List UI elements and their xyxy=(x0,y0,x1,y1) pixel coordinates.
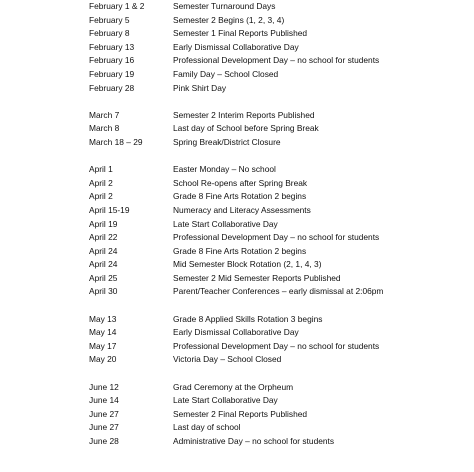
event-description: Grade 8 Applied Skills Rotation 3 begins xyxy=(173,313,323,324)
calendar-row xyxy=(89,218,469,232)
calendar-row xyxy=(89,353,469,367)
calendar-row xyxy=(89,177,469,191)
event-date: April 24 xyxy=(89,259,118,270)
event-date: May 14 xyxy=(89,327,117,338)
event-description: School Re-opens after Spring Break xyxy=(173,177,308,188)
calendar-row xyxy=(89,82,469,96)
event-description: Early Dismissal Collaborative Day xyxy=(173,327,299,338)
event-description: Professional Development Day – no school for students xyxy=(173,55,380,66)
event-date: March 7 xyxy=(89,109,120,120)
calendar-row xyxy=(89,41,469,55)
calendar-row xyxy=(89,109,469,123)
event-description: Late Start Collaborative Day xyxy=(173,218,278,229)
calendar-row xyxy=(89,163,469,177)
event-date: May 20 xyxy=(89,354,117,365)
event-description: Semester Turnaround Days xyxy=(173,1,276,11)
event-description: Victoria Day – School Closed xyxy=(173,354,282,365)
event-date: February 5 xyxy=(89,14,130,25)
event-date: February 1 & 2 xyxy=(89,1,145,11)
event-description: Semester 2 Final Reports Published xyxy=(173,408,308,419)
calendar-row xyxy=(89,231,469,245)
event-date: April 2 xyxy=(89,177,113,188)
event-description: Easter Monday – No school xyxy=(173,164,276,175)
calendar-row xyxy=(89,435,469,449)
calendar-row xyxy=(89,313,469,327)
event-description: Family Day – School Closed xyxy=(173,68,279,79)
event-description: Grad Ceremony at the Orpheum xyxy=(173,381,294,392)
calendar-row xyxy=(89,54,469,68)
calendar-row xyxy=(89,27,469,41)
event-date: March 18 – 29 xyxy=(89,136,143,147)
event-date: June 14 xyxy=(89,395,119,406)
event-description: Professional Development Day – no school for students xyxy=(173,340,380,351)
event-description: Pink Shirt Day xyxy=(173,82,227,93)
event-date: April 30 xyxy=(89,286,118,297)
event-date: February 28 xyxy=(89,82,135,93)
calendar-row xyxy=(89,122,469,136)
event-date: April 19 xyxy=(89,218,118,229)
event-description: Spring Break/District Closure xyxy=(173,136,281,147)
event-date: April 22 xyxy=(89,232,118,243)
calendar-row xyxy=(89,272,469,286)
event-description: Parent/Teacher Conferences – early dismissal at 2:06pm xyxy=(173,286,384,297)
calendar-row xyxy=(89,408,469,422)
calendar-row xyxy=(89,204,469,218)
event-description: Semester 2 Begins (1, 2, 3, 4) xyxy=(173,14,285,25)
event-date: June 27 xyxy=(89,422,119,433)
calendar-row xyxy=(89,326,469,340)
calendar-row xyxy=(89,0,469,14)
calendar-row xyxy=(89,421,469,435)
calendar-row xyxy=(89,245,469,259)
month-group-june xyxy=(89,381,469,449)
event-date: February 19 xyxy=(89,68,135,79)
event-description: Mid Semester Block Rotation (2, 1, 4, 3) xyxy=(173,259,322,270)
event-date: June 27 xyxy=(89,408,119,419)
event-date: May 17 xyxy=(89,340,117,351)
event-description: Grade 8 Fine Arts Rotation 2 begins xyxy=(173,245,307,256)
calendar-row xyxy=(89,258,469,272)
event-date: April 24 xyxy=(89,245,118,256)
event-description: Early Dismissal Collaborative Day xyxy=(173,41,299,52)
calendar-row xyxy=(89,340,469,354)
calendar-row xyxy=(89,14,469,28)
event-description: Grade 8 Fine Arts Rotation 2 begins xyxy=(173,191,307,202)
event-description: Late Start Collaborative Day xyxy=(173,395,278,406)
calendar-row xyxy=(89,394,469,408)
event-date: April 25 xyxy=(89,272,118,283)
event-description: Semester 2 Interim Reports Published xyxy=(173,109,315,120)
event-date: March 8 xyxy=(89,123,120,134)
event-description: Professional Development Day – no school for students xyxy=(173,232,380,243)
calendar-row xyxy=(89,190,469,204)
month-group-april xyxy=(89,163,469,299)
calendar-row xyxy=(89,285,469,299)
event-date: June 28 xyxy=(89,436,119,446)
school-calendar-list xyxy=(89,0,469,449)
event-date: February 8 xyxy=(89,28,130,39)
calendar-row xyxy=(89,136,469,150)
event-description: Administrative Day – no school for students xyxy=(173,436,335,446)
month-group-march xyxy=(89,109,469,150)
event-description: Numeracy and Literacy Assessments xyxy=(173,204,311,215)
month-group-february xyxy=(89,0,469,95)
event-date: May 13 xyxy=(89,313,117,324)
event-description: Last day of school xyxy=(173,422,241,433)
calendar-row xyxy=(89,381,469,395)
event-date: April 15-19 xyxy=(89,204,130,215)
event-description: Semester 1 Final Reports Published xyxy=(173,28,308,39)
event-date: February 16 xyxy=(89,55,135,66)
event-date: June 12 xyxy=(89,381,119,392)
event-date: February 13 xyxy=(89,41,135,52)
event-description: Semester 2 Mid Semester Reports Published xyxy=(173,272,341,283)
month-group-may xyxy=(89,313,469,367)
event-date: April 1 xyxy=(89,164,113,175)
event-description: Last day of School before Spring Break xyxy=(173,123,319,134)
calendar-row xyxy=(89,68,469,82)
event-date: April 2 xyxy=(89,191,113,202)
